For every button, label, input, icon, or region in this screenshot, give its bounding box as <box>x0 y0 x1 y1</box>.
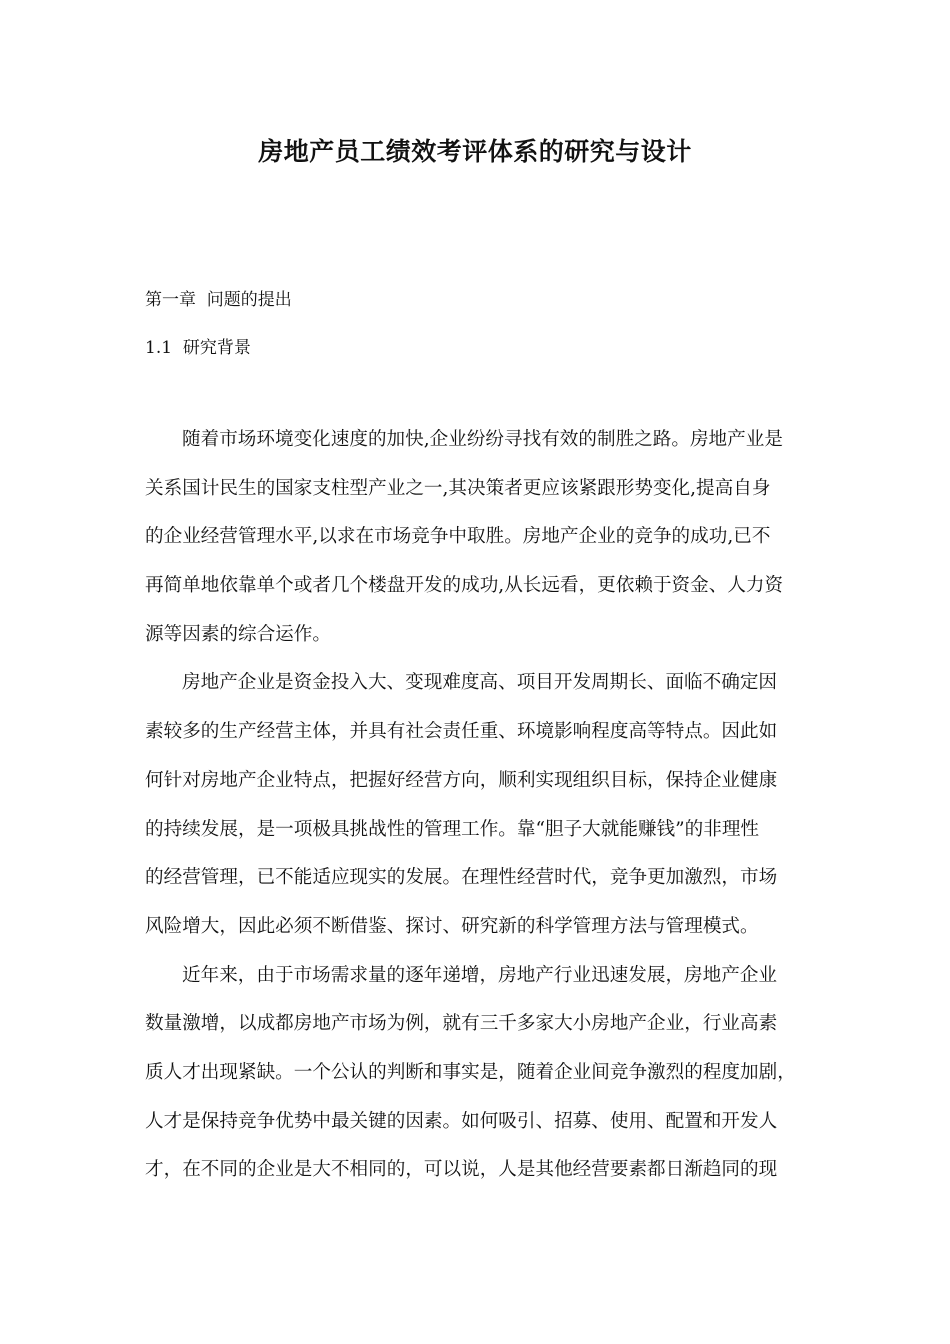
paragraph-line: 才，在不同的企业是大不相同的，可以说，人是其他经营要素都日渐趋同的现 <box>145 1159 778 1181</box>
paragraph-line: 数量激增，以成都房地产市场为例，就有三千多家大小房地产企业，行业高素 <box>145 1013 778 1035</box>
paragraph-line: 何针对房地产企业特点，把握好经营方向，顺利实现组织目标，保持企业健康 <box>145 769 778 791</box>
section-heading: 1.1 研究背景 <box>145 338 251 358</box>
paragraph-line: 再简单地依靠单个或者几个楼盘开发的成功,从长远看，更依赖于资金、人力资 <box>145 575 784 597</box>
body-text <box>145 423 805 1202</box>
document-title: 房地产员工绩效考评体系的研究与设计 <box>258 137 692 166</box>
paragraph-line: 近年来，由于市场需求量的逐年递增，房地产行业迅速发展，房地产企业 <box>182 964 778 986</box>
paragraph-line: 的经营管理，已不能适应现实的发展。在理性经营时代，竞争更加激烈，市场 <box>145 867 778 889</box>
paragraph-line: 人才是保持竞争优势中最关键的因素。如何吸引、招募、使用、配置和开发人 <box>145 1110 778 1132</box>
paragraph-line: 素较多的生产经营主体，并具有社会责任重、环境影响程度高等特点。因此如 <box>145 721 778 743</box>
paragraph <box>145 423 805 666</box>
paragraph-line: 的持续发展，是一项极具挑战性的管理工作。靠“胆子大就能赚钱”的非理性 <box>145 818 760 840</box>
paragraph-line: 风险增大，因此必须不断借鉴、探讨、研究新的科学管理方法与管理模式。 <box>145 915 759 937</box>
paragraph <box>145 666 805 958</box>
paragraph-line: 关系国计民生的国家支柱型产业之一,其决策者更应该紧跟形势变化,提高自身 <box>145 477 771 499</box>
chapter-heading: 第一章 问题的提出 <box>145 290 292 310</box>
paragraph-line: 源等因素的综合运作。 <box>145 623 331 645</box>
paragraph-line: 随着市场环境变化速度的加快,企业纷纷寻找有效的制胜之路。房地产业是 <box>182 429 783 450</box>
paragraph <box>145 959 805 1202</box>
paragraph-line: 房地产企业是资金投入大、变现难度高、项目开发周期长、面临不确定因 <box>182 672 778 694</box>
paragraph-line: 质人才出现紧缺。一个公认的判断和事实是，随着企业间竞争激烈的程度加剧， <box>145 1061 796 1083</box>
paragraph-line: 的企业经营管理水平,以求在市场竞争中取胜。房地产企业的竞争的成功,已不 <box>145 526 771 548</box>
